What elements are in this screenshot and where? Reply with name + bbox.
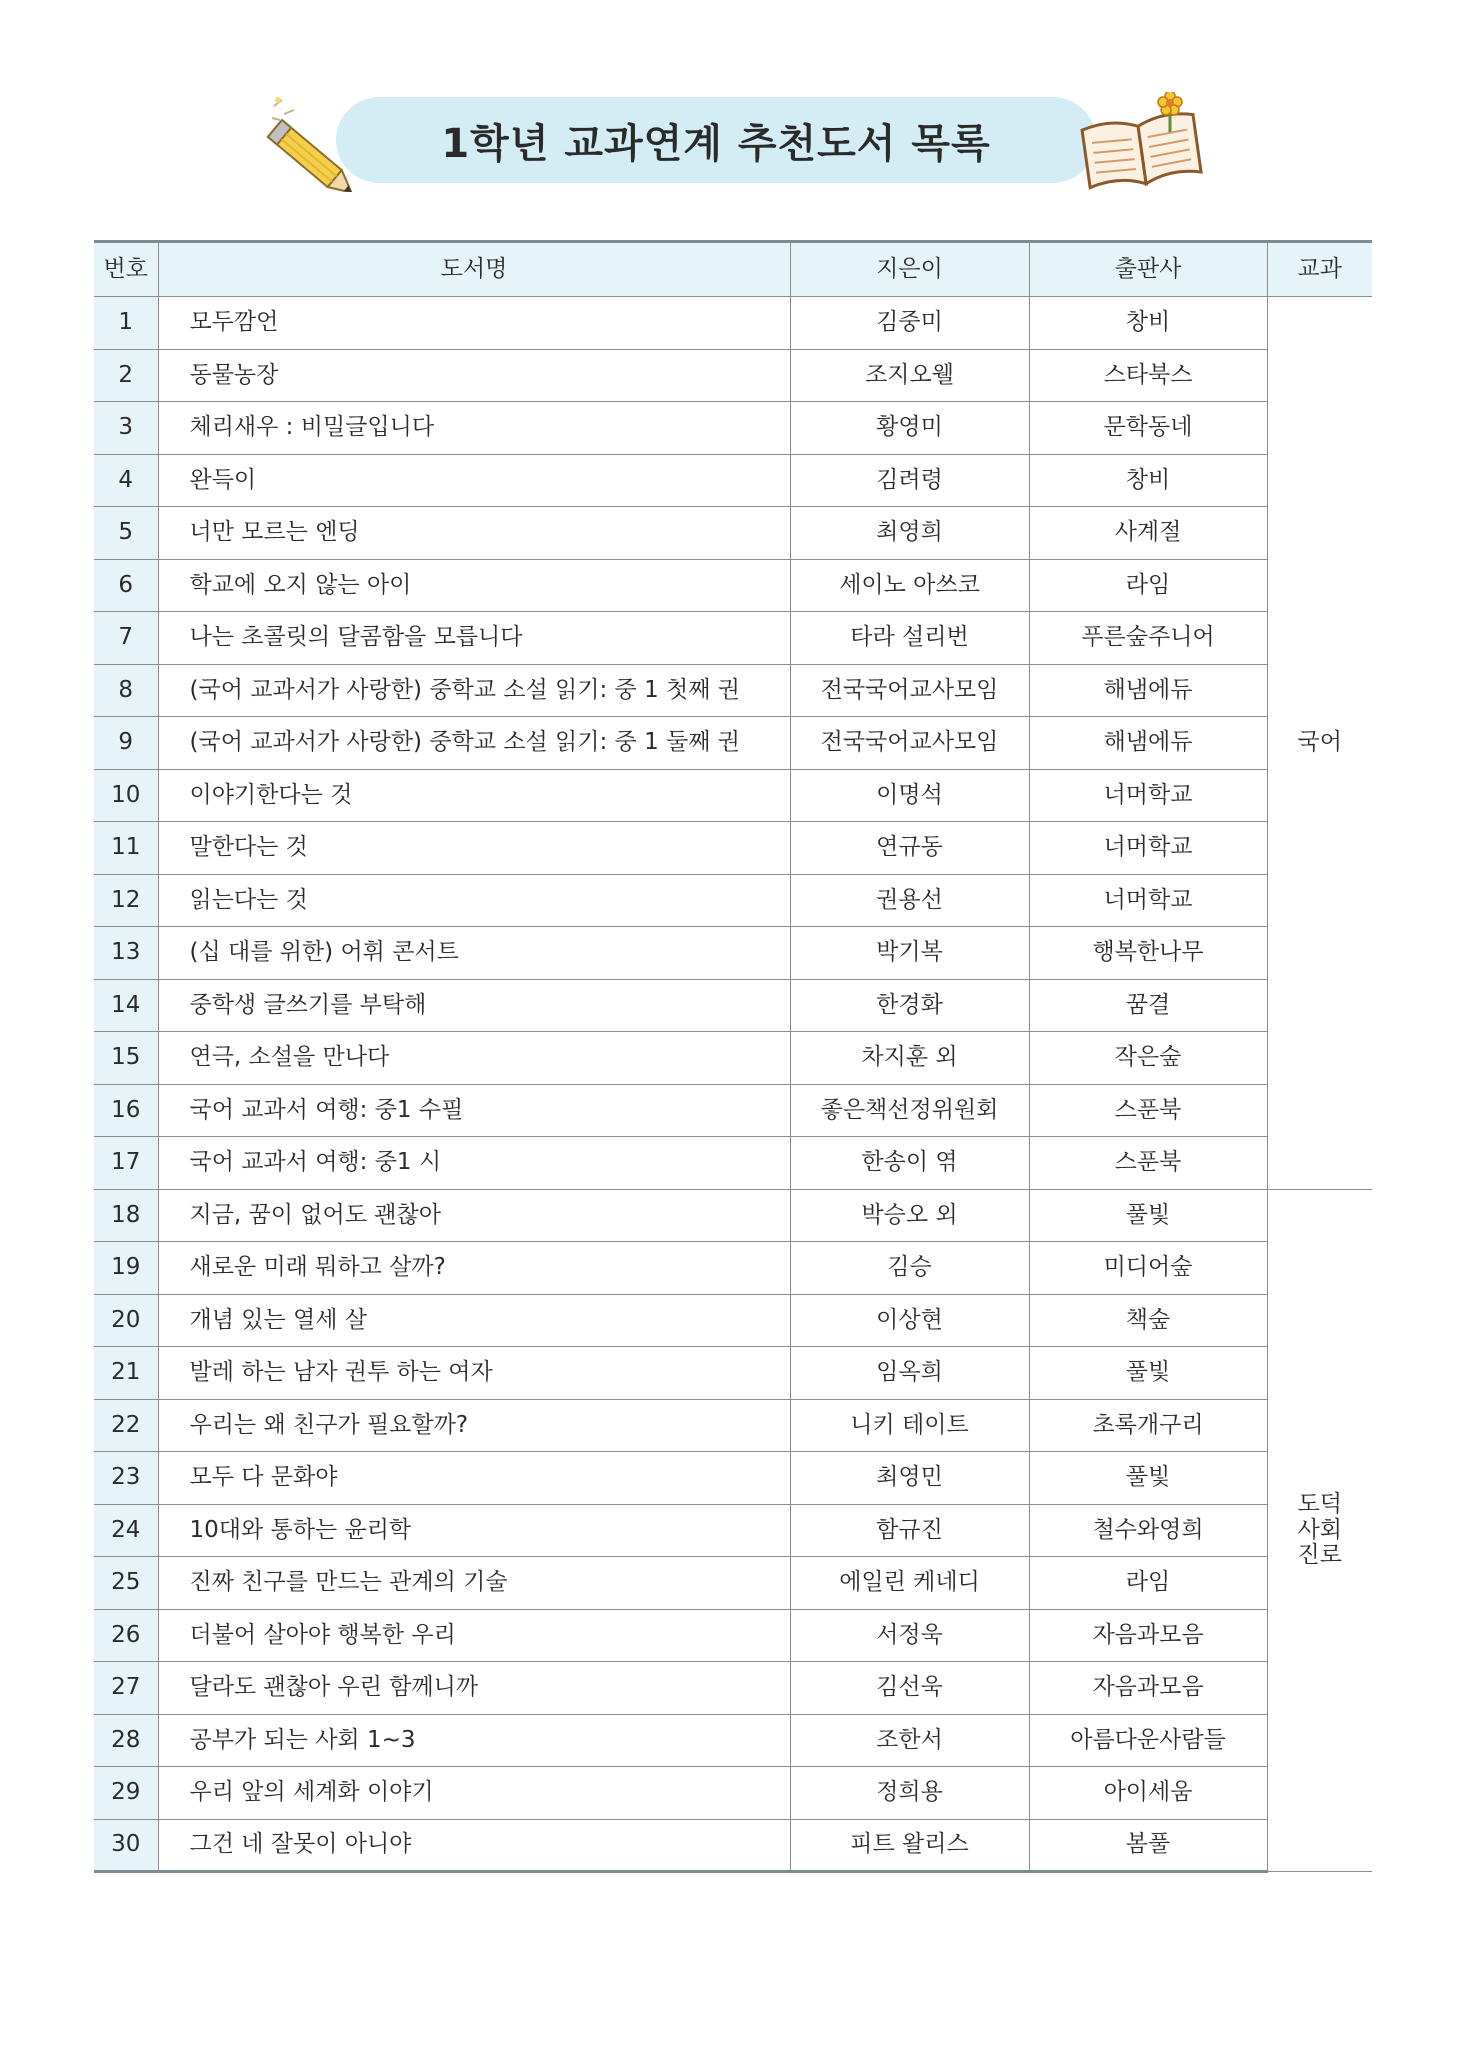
row-number: 29 <box>94 1767 158 1820</box>
row-number: 24 <box>94 1504 158 1557</box>
row-number: 20 <box>94 1294 158 1347</box>
row-number: 23 <box>94 1452 158 1505</box>
book-title: 우리는 왜 친구가 필요할까? <box>158 1399 790 1452</box>
book-publisher: 봄풀 <box>1029 1819 1267 1872</box>
book-publisher: 라임 <box>1029 1557 1267 1610</box>
book-publisher: 해냄에듀 <box>1029 664 1267 717</box>
book-author: 황영미 <box>790 402 1029 455</box>
header-number: 번호 <box>94 242 158 297</box>
book-title: 국어 교과서 여행: 중1 수필 <box>158 1084 790 1137</box>
book-publisher: 자음과모음 <box>1029 1662 1267 1715</box>
table-row <box>94 1452 1372 1505</box>
book-author: 한경화 <box>790 979 1029 1032</box>
subject-cell: 국어 <box>1267 297 1372 1190</box>
book-title: 학교에 오지 않는 아이 <box>158 559 790 612</box>
book-publisher: 스푼북 <box>1029 1137 1267 1190</box>
book-title: 공부가 되는 사회 1~3 <box>158 1714 790 1767</box>
header-publisher: 출판사 <box>1029 242 1267 297</box>
row-number: 2 <box>94 349 158 402</box>
row-number: 11 <box>94 822 158 875</box>
book-title: 새로운 미래 뭐하고 살까? <box>158 1242 790 1295</box>
row-number: 25 <box>94 1557 158 1610</box>
header-subject: 교과 <box>1267 242 1372 297</box>
book-publisher: 미디어숲 <box>1029 1242 1267 1295</box>
table-row <box>94 769 1372 822</box>
book-publisher: 창비 <box>1029 454 1267 507</box>
book-title: 더불어 살아야 행복한 우리 <box>158 1609 790 1662</box>
book-publisher: 라임 <box>1029 559 1267 612</box>
book-publisher: 너머학교 <box>1029 769 1267 822</box>
book-title: 중학생 글쓰기를 부탁해 <box>158 979 790 1032</box>
book-author: 최영희 <box>790 507 1029 560</box>
book-author: 김중미 <box>790 297 1029 350</box>
table-row <box>94 1819 1372 1872</box>
book-publisher: 해냄에듀 <box>1029 717 1267 770</box>
book-author: 피트 왈리스 <box>790 1819 1029 1872</box>
book-author: 타라 설리번 <box>790 612 1029 665</box>
row-number: 8 <box>94 664 158 717</box>
book-author: 조지오웰 <box>790 349 1029 402</box>
table-row <box>94 1609 1372 1662</box>
book-publisher: 너머학교 <box>1029 822 1267 875</box>
header-author: 지은이 <box>790 242 1029 297</box>
book-title: 이야기한다는 것 <box>158 769 790 822</box>
table-row <box>94 612 1372 665</box>
book-title: 우리 앞의 세계화 이야기 <box>158 1767 790 1820</box>
row-number: 22 <box>94 1399 158 1452</box>
row-number: 26 <box>94 1609 158 1662</box>
book-publisher: 초록개구리 <box>1029 1399 1267 1452</box>
book-author: 좋은책선정위원회 <box>790 1084 1029 1137</box>
book-title: 읽는다는 것 <box>158 874 790 927</box>
book-author: 전국국어교사모임 <box>790 717 1029 770</box>
table-row <box>94 927 1372 980</box>
book-author: 정희용 <box>790 1767 1029 1820</box>
book-author: 권용선 <box>790 874 1029 927</box>
book-author: 전국국어교사모임 <box>790 664 1029 717</box>
row-number: 21 <box>94 1347 158 1400</box>
table-row <box>94 822 1372 875</box>
row-number: 27 <box>94 1662 158 1715</box>
book-title: 10대와 통하는 윤리학 <box>158 1504 790 1557</box>
table-row <box>94 454 1372 507</box>
row-number: 19 <box>94 1242 158 1295</box>
book-publisher: 자음과모음 <box>1029 1609 1267 1662</box>
book-publisher: 문학동네 <box>1029 402 1267 455</box>
row-number: 4 <box>94 454 158 507</box>
book-title: 모두깜언 <box>158 297 790 350</box>
book-title: 개념 있는 열세 살 <box>158 1294 790 1347</box>
book-author: 박승오 외 <box>790 1189 1029 1242</box>
book-title: 말한다는 것 <box>158 822 790 875</box>
book-publisher: 행복한나무 <box>1029 927 1267 980</box>
table-row <box>94 717 1372 770</box>
table-row <box>94 1032 1372 1085</box>
table-row <box>94 1347 1372 1400</box>
table-row <box>94 1504 1372 1557</box>
book-title: 국어 교과서 여행: 중1 시 <box>158 1137 790 1190</box>
book-title: 모두 다 문화야 <box>158 1452 790 1505</box>
table-row <box>94 297 1372 350</box>
book-title: (국어 교과서가 사랑한) 중학교 소설 읽기: 중 1 둘째 권 <box>158 717 790 770</box>
book-publisher: 풀빛 <box>1029 1452 1267 1505</box>
book-publisher: 꿈결 <box>1029 979 1267 1032</box>
book-author: 김선욱 <box>790 1662 1029 1715</box>
table-row <box>94 402 1372 455</box>
row-number: 15 <box>94 1032 158 1085</box>
row-number: 3 <box>94 402 158 455</box>
table-row <box>94 1294 1372 1347</box>
pencil-icon <box>262 92 382 192</box>
table-row <box>94 1714 1372 1767</box>
book-title: 너만 모르는 엔딩 <box>158 507 790 560</box>
book-title: (국어 교과서가 사랑한) 중학교 소설 읽기: 중 1 첫째 권 <box>158 664 790 717</box>
book-author: 니키 테이트 <box>790 1399 1029 1452</box>
book-publisher: 철수와영희 <box>1029 1504 1267 1557</box>
book-author: 임옥희 <box>790 1347 1029 1400</box>
book-publisher: 아름다운사람들 <box>1029 1714 1267 1767</box>
subject-cell: 도덕 사회 진로 <box>1267 1189 1372 1872</box>
row-number: 7 <box>94 612 158 665</box>
row-number: 28 <box>94 1714 158 1767</box>
row-number: 30 <box>94 1819 158 1872</box>
book-title: 지금, 꿈이 없어도 괜찮아 <box>158 1189 790 1242</box>
book-title: 달라도 괜찮아 우린 함께니까 <box>158 1662 790 1715</box>
book-author: 최영민 <box>790 1452 1029 1505</box>
book-author: 김승 <box>790 1242 1029 1295</box>
book-title: 동물농장 <box>158 349 790 402</box>
book-publisher: 스푼북 <box>1029 1084 1267 1137</box>
table-row <box>94 1084 1372 1137</box>
book-publisher: 푸른숲주니어 <box>1029 612 1267 665</box>
book-author: 서정욱 <box>790 1609 1029 1662</box>
row-number: 14 <box>94 979 158 1032</box>
table-header-row <box>94 242 1372 297</box>
row-number: 9 <box>94 717 158 770</box>
book-author: 연규동 <box>790 822 1029 875</box>
book-publisher: 아이세움 <box>1029 1767 1267 1820</box>
book-publisher: 사계절 <box>1029 507 1267 560</box>
header-title: 도서명 <box>158 242 790 297</box>
row-number: 1 <box>94 297 158 350</box>
book-author: 세이노 아쓰코 <box>790 559 1029 612</box>
row-number: 13 <box>94 927 158 980</box>
book-author: 김려령 <box>790 454 1029 507</box>
table-row <box>94 1242 1372 1295</box>
book-author: 함규진 <box>790 1504 1029 1557</box>
table-row <box>94 1662 1372 1715</box>
table-row <box>94 1399 1372 1452</box>
book-publisher: 풀빛 <box>1029 1347 1267 1400</box>
book-author: 이상현 <box>790 1294 1029 1347</box>
open-book-icon <box>1075 92 1210 192</box>
book-author: 이명석 <box>790 769 1029 822</box>
row-number: 18 <box>94 1189 158 1242</box>
table-row <box>94 1137 1372 1190</box>
book-author: 조한서 <box>790 1714 1029 1767</box>
book-publisher: 책숲 <box>1029 1294 1267 1347</box>
row-number: 16 <box>94 1084 158 1137</box>
book-title: 발레 하는 남자 권투 하는 여자 <box>158 1347 790 1400</box>
table-row <box>94 507 1372 560</box>
table-row <box>94 1767 1372 1820</box>
row-number: 10 <box>94 769 158 822</box>
book-publisher: 스타북스 <box>1029 349 1267 402</box>
book-publisher: 창비 <box>1029 297 1267 350</box>
page-title: 1학년 교과연계 추천도서 목록 <box>441 120 991 167</box>
book-title: (십 대를 위한) 어휘 콘서트 <box>158 927 790 980</box>
table-row <box>94 1557 1372 1610</box>
book-title: 완득이 <box>158 454 790 507</box>
table-row <box>94 349 1372 402</box>
book-title: 그건 네 잘못이 아니야 <box>158 1819 790 1872</box>
table-row <box>94 559 1372 612</box>
book-title: 진짜 친구를 만드는 관계의 기술 <box>158 1557 790 1610</box>
book-list-table <box>94 240 1372 1873</box>
book-title: 체리새우 : 비밀글입니다 <box>158 402 790 455</box>
row-number: 17 <box>94 1137 158 1190</box>
table-row <box>94 979 1372 1032</box>
row-number: 5 <box>94 507 158 560</box>
table-row <box>94 1189 1372 1242</box>
table-body <box>94 297 1372 1872</box>
book-title: 나는 초콜릿의 달콤함을 모릅니다 <box>158 612 790 665</box>
book-publisher: 풀빛 <box>1029 1189 1267 1242</box>
book-author: 한송이 엮 <box>790 1137 1029 1190</box>
book-title: 연극, 소설을 만나다 <box>158 1032 790 1085</box>
row-number: 6 <box>94 559 158 612</box>
table-row <box>94 664 1372 717</box>
row-number: 12 <box>94 874 158 927</box>
book-author: 차지훈 외 <box>790 1032 1029 1085</box>
book-publisher: 너머학교 <box>1029 874 1267 927</box>
table-row <box>94 874 1372 927</box>
book-author: 박기복 <box>790 927 1029 980</box>
book-publisher: 작은숲 <box>1029 1032 1267 1085</box>
book-author: 에일린 케네디 <box>790 1557 1029 1610</box>
